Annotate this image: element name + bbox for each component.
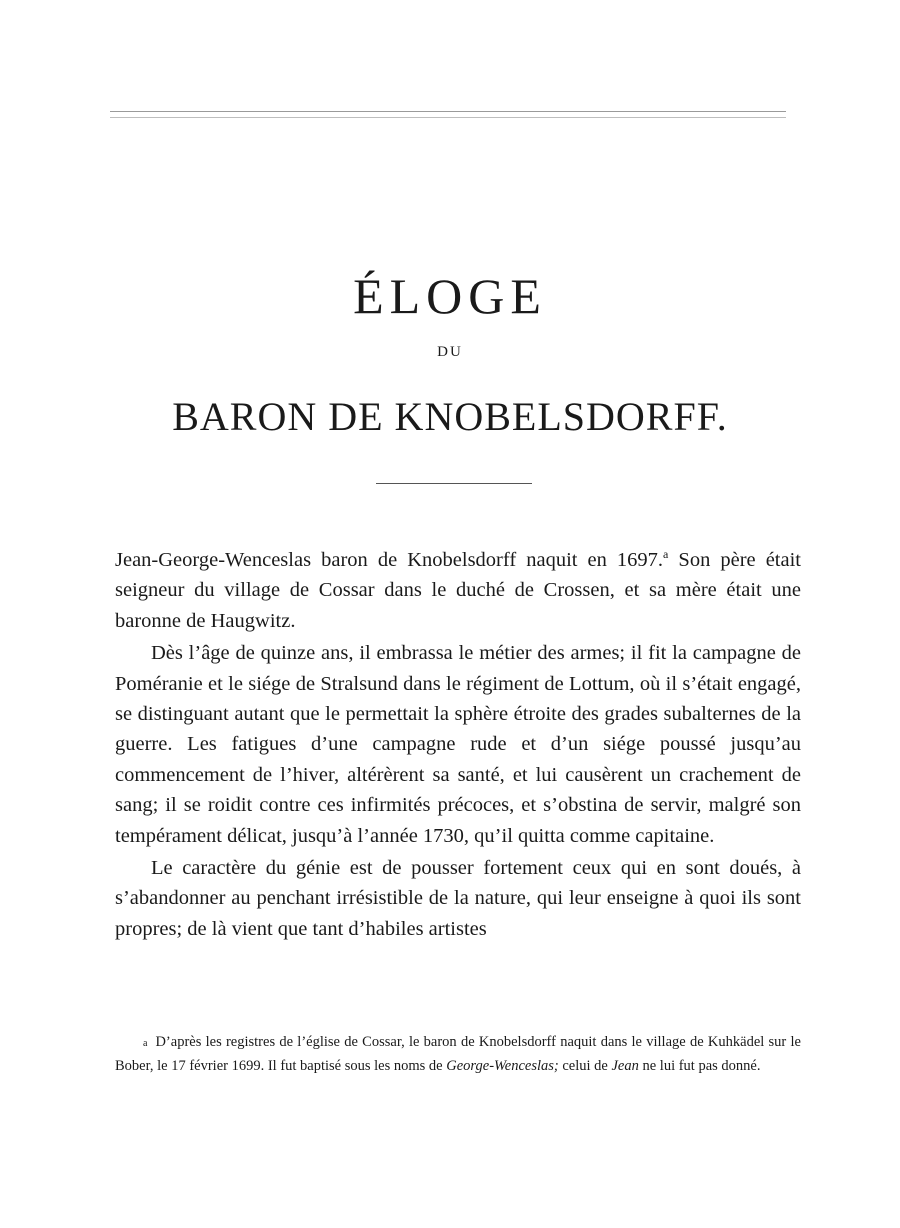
footnote-italic-names: George-Wenceslas; [446,1058,559,1074]
footnote-mark: a [143,1038,148,1049]
footnote-text-2: celui de [558,1058,612,1074]
footnote-text-3: ne lui fut pas donné. [638,1058,761,1074]
title-du: DU [437,344,463,360]
footnote-paragraph [115,1031,801,1077]
footnote-reference-mark: a [663,547,669,562]
paragraph-2: Dès l’âge de quinze ans, il embrassa le métier des armes; il fit la campagne de Poméranie et le siége de Stralsund dans le régiment de Lottum, où il s’était engagé, se distinguant autant que le permettait la sphère étroite des grades subalternes de la guerre. Les fatigues d’une campagne rude et d’un siége poussé jusqu’au commencement de l’hiver, altérèrent sa santé, et lui causèrent un crachement de sang; il se roidit contre ces infirmités précoces, et s’obstina de servir, malgré son tempérament délicat, jusqu’à l’année 1730, qu’il quitta comme capitaine. [115,642,801,847]
paragraph-3: Le caractère du génie est de pousser fortement ceux qui en sont doués, à s’abandonner au penchant irrésistible de la nature, qui leur enseigne à quoi ils sont propres; de là vient que tant d’habiles artistes [115,857,801,940]
paragraph-1-continued: Son père était seigneur du village de Cossar dans le duché de Crossen, et sa mère était une baronne de Haugwitz. [115,549,801,632]
header-double-rule [110,111,786,118]
paragraph-1 [115,545,801,636]
footnote-text-1: D’après les registres de l’église de Cossar, le baron de Knobelsdorff naquit dans le village de Kuhkädel sur le Bober, le 17 février 1699. Il fut baptisé sous les noms de [115,1034,801,1074]
title-separator-rule [376,483,532,484]
body-text [115,545,801,944]
footnote-italic-jean: Jean [611,1058,639,1074]
footnote [115,1031,801,1077]
paragraph-1-text: Jean-George-Wenceslas baron de Knobelsdorff naquit en 1697. [115,549,664,571]
title-eloge: ÉLOGE [353,268,547,324]
title-baron-name: BARON DE KNOBELSDORFF. [172,394,728,439]
